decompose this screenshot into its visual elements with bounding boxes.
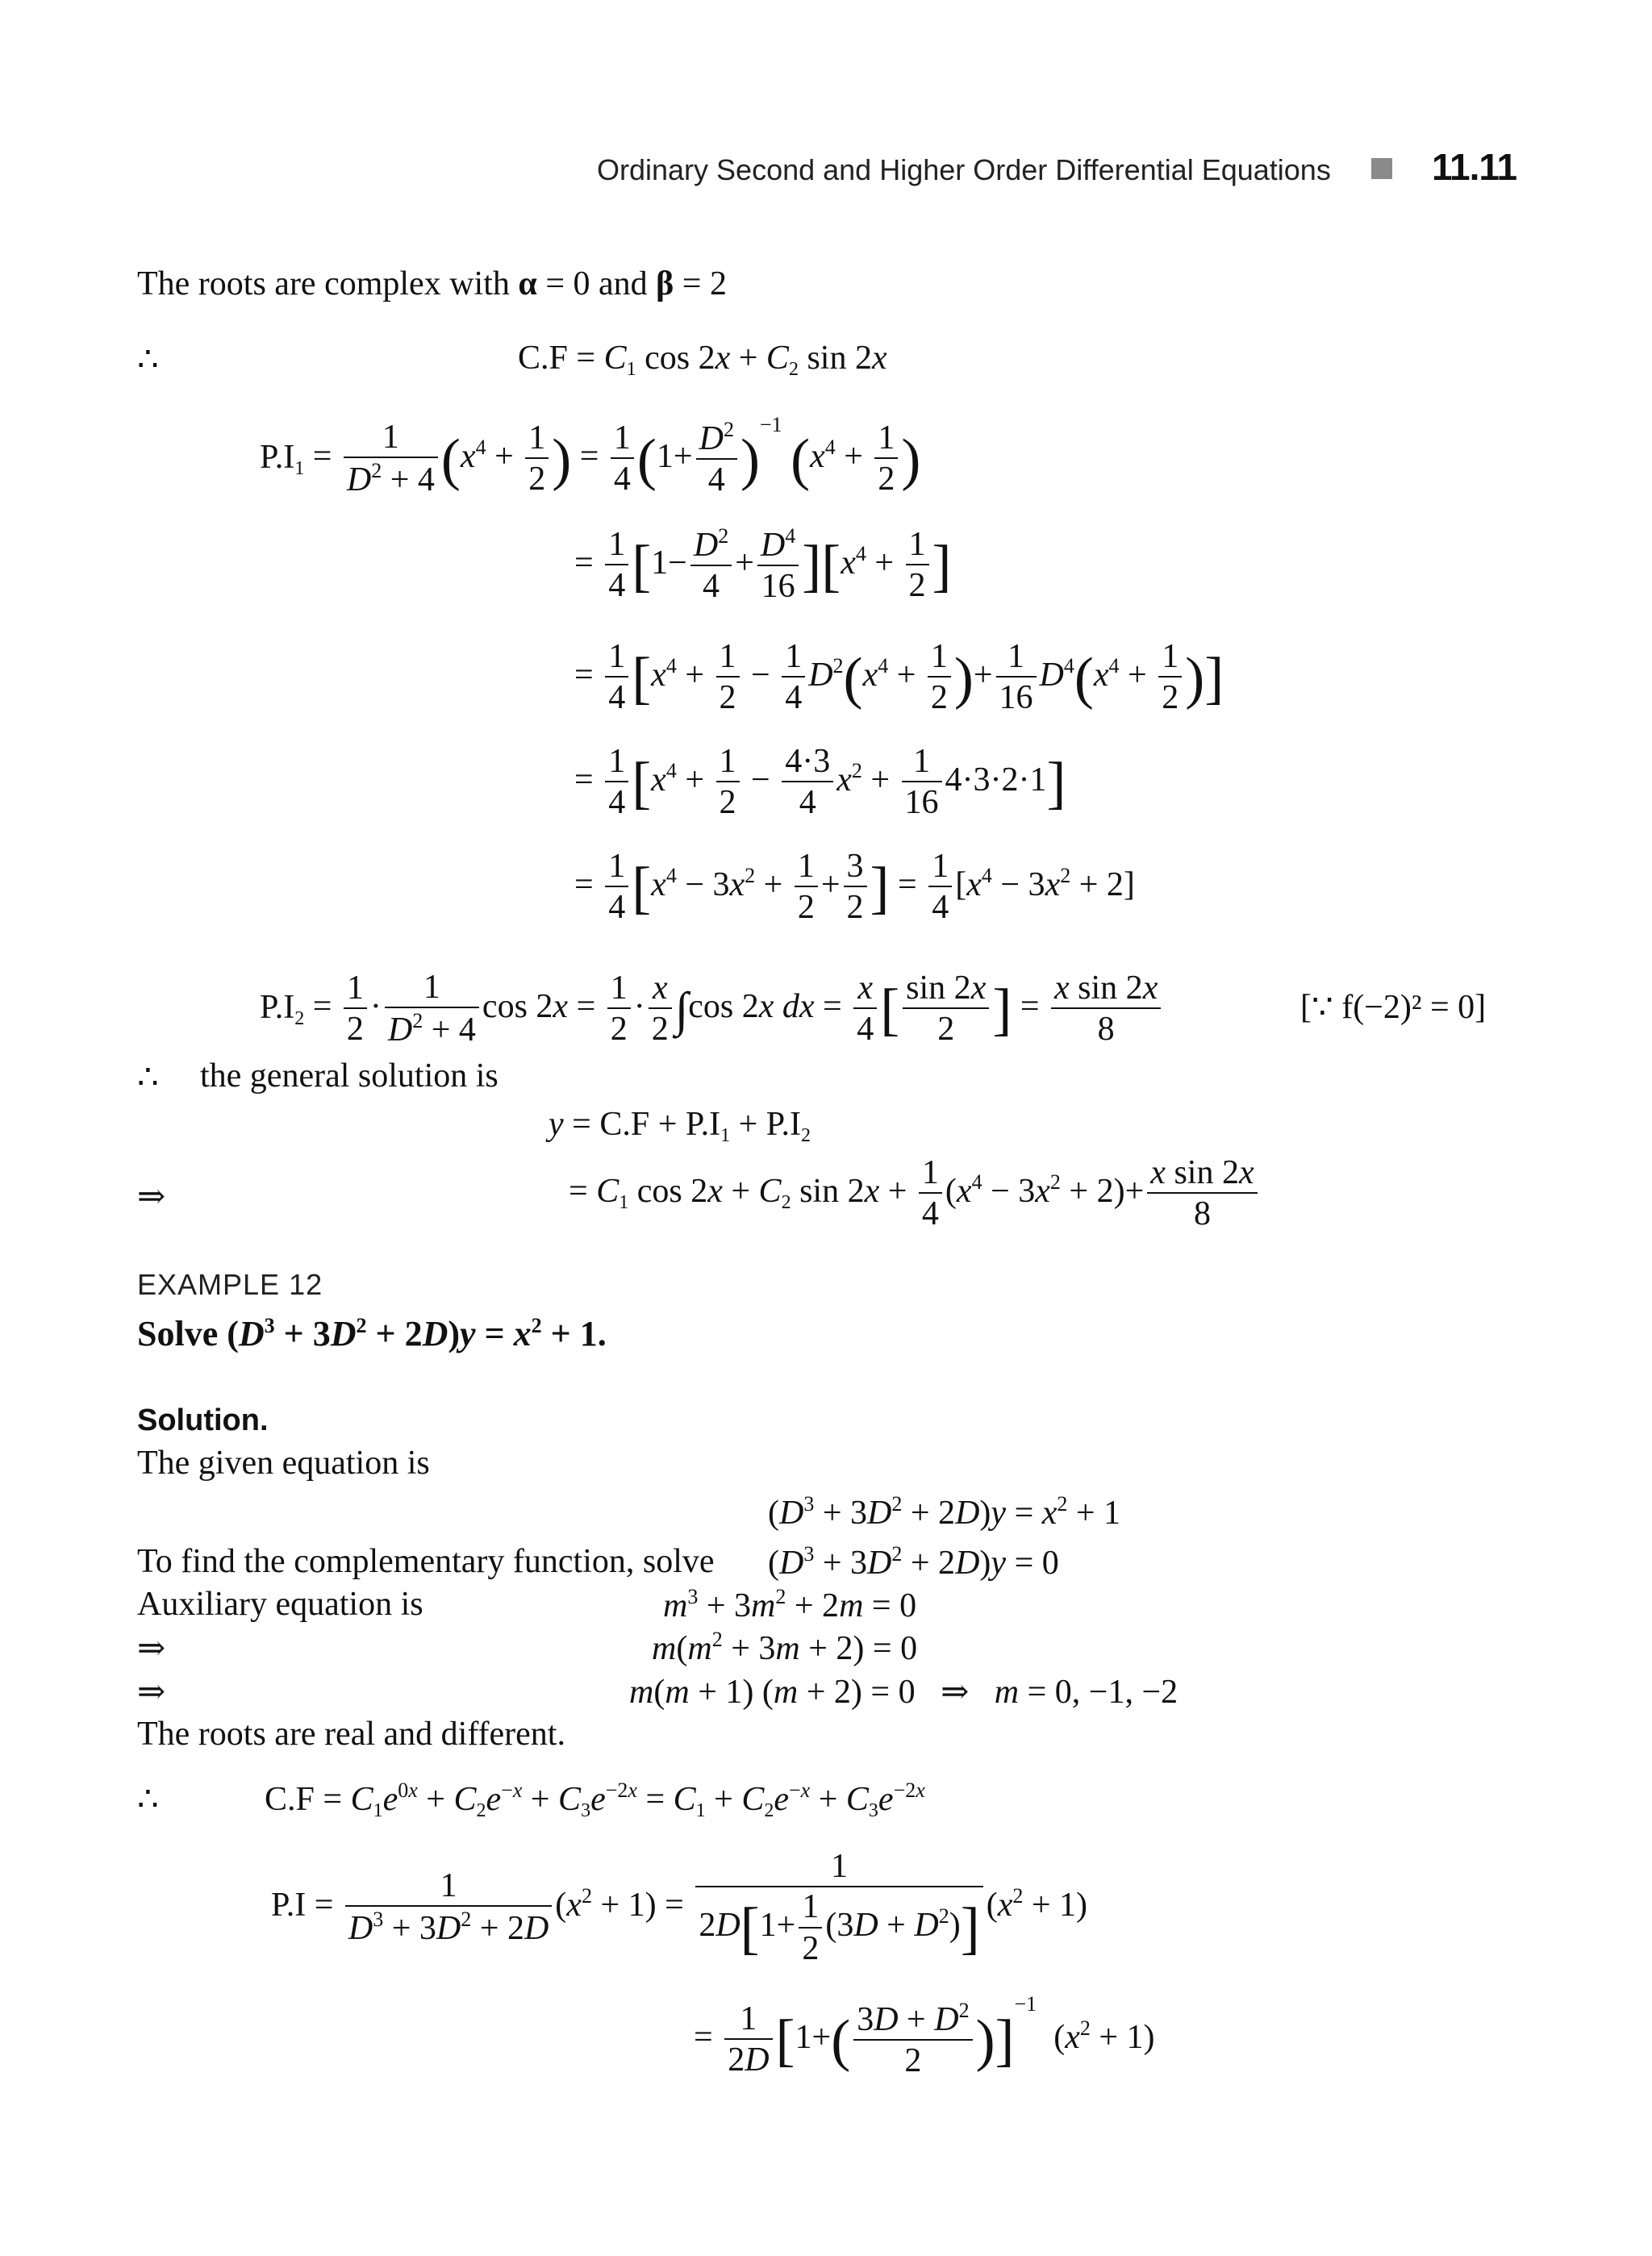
aux-text: Auxiliary equation is	[137, 1586, 423, 1623]
general-solution-final: = $C_1$ $\cos 2x + C_2$ sin 2x + $\frac{1}{4}$ $(x^4 - 3x^2 + 2)+$ $\frac{\text{x sin 2x}}{8}$	[569, 1153, 1261, 1235]
pi1-step-2: = $\frac{1}{4}$ [$x^4$ + $\frac{1}{2}$ − $\frac{1}{4}$ $D^2(x^4$ + $\frac{1}{2}$ )+ $\frac{1}{16}$ $D^4(x^4$ + $\frac{1}{2}$ )]	[574, 637, 1224, 719]
cf-homogeneous-eq: $(D^3 + 3D^2 + 2D)y = 0$	[768, 1542, 1059, 1582]
running-header: Ordinary Second and Higher Order Differential Equations	[597, 153, 1331, 186]
example-label: EXAMPLE 12	[137, 1268, 323, 1301]
given-text: The given equation is	[137, 1445, 430, 1482]
cf-example-equation: $C.F = C_1e^{0x} + C_2e^{-x} + C_3e^{-2x} = C_1 + C_2e^{-x} + C_3e^{-2x}$	[265, 1779, 925, 1821]
example-title: Solve $(D^3 + 3D^2 + 2D)y = x^2 + 1$.	[137, 1314, 607, 1353]
pi2-note: [∵ f(−2)² = 0]	[1300, 989, 1487, 1026]
general-solution-text: the general solution is	[200, 1057, 499, 1095]
roots-statement: The roots are complex with α = 0 and β = 2	[137, 265, 727, 302]
pi1-step-4: = $\frac{1}{4}$ [$x^4 - 3x^2$ + $\frac{1}{2}$ + $\frac{3}{2}$ ] = $\frac{1}{4}$ $[x^4 - 3x^2 + 2]$	[574, 847, 1135, 928]
cf-text: To find the complementary function, solve	[137, 1543, 715, 1580]
general-solution-eq: $y = C.F + P.I_1 + P.I_2$	[549, 1106, 811, 1146]
therefore-symbol-2: ∴	[137, 1059, 159, 1096]
pi-example-step-1: = $\frac{1}{2D}$ [1+( $\frac{3D + D^2}{2}$ )]$^{-1}$ $(x^2 + 1)$	[694, 1992, 1155, 2082]
pi1-step-3: = $\frac{1}{4}$ [$x^4$ + $\frac{1}{2}$ − $\frac{4\cdot 3}{4}$ $x^2$ + $\frac{1}{16}$ 4·3·2·1]	[574, 742, 1066, 824]
aux-equation-1: $m^3 + 3m^2 + 2m = 0$	[663, 1585, 917, 1624]
pi2-equation: $P.I_2$ = $\frac{1}{2}$ · $\frac{1}{D^2 + 4}$ cos 2x = $\frac{1}{2}$ · $\frac{x}{2}$ ∫cos 2x dx = $\frac{x}{4}$ [ $\frac{\sin 2x}{2}$ ] = $\frac{\text{x sin 2x}}{8}$	[260, 968, 1164, 1051]
therefore-symbol-3: ∴	[137, 1781, 159, 1818]
header-square-icon	[1371, 158, 1392, 179]
implies-symbol-2: ⇒	[137, 1630, 166, 1667]
pi1-step-1: = $\frac{1}{4}$ [1− $\frac{D^2}{4}$ + $\frac{D^4}{16}$ ][$x^4$ + $\frac{1}{2}$ ]	[574, 524, 952, 607]
pi1-equation: $P.I_1$ = $\frac{1}{D^2 + 4}$ ($x^4$ + $\frac{1}{2}$ ) = $\frac{1}{4}$ (1+ $\frac{D^2}{4}$ )$^{-1}$ ($x^4$ + $\frac{1}{2}$ )	[260, 413, 920, 501]
pi-example-equation: P.I = $\frac{1}{D^3 + 3D^2 + 2D}$ $(x^2 + 1)$ = 1 2D[1+ $\frac{1}{2}$ $(3D + D^2)$] $(x^2 + 1)$	[271, 1847, 1087, 1969]
given-equation: $(D^3 + 3D^2 + 2D)y = x^2 + 1$	[768, 1492, 1121, 1532]
implies-symbol-3: ⇒	[137, 1674, 166, 1711]
solution-label: Solution.	[137, 1403, 269, 1437]
aux-equation-3: m(m + 1) (m + 2) = 0 ⇒ m = 0, −1, −2	[629, 1674, 1179, 1711]
aux-equation-2: $m(m^2 + 3m + 2) = 0$	[652, 1628, 918, 1667]
roots-real-text: The roots are real and different.	[137, 1716, 565, 1753]
page-number: 11.11	[1432, 146, 1517, 188]
implies-symbol-1: ⇒	[137, 1178, 166, 1216]
therefore-symbol: ∴	[137, 341, 159, 378]
cf-equation: $C.F = C_1$ $\cos 2x + C_2$ sin 2x	[518, 340, 887, 380]
